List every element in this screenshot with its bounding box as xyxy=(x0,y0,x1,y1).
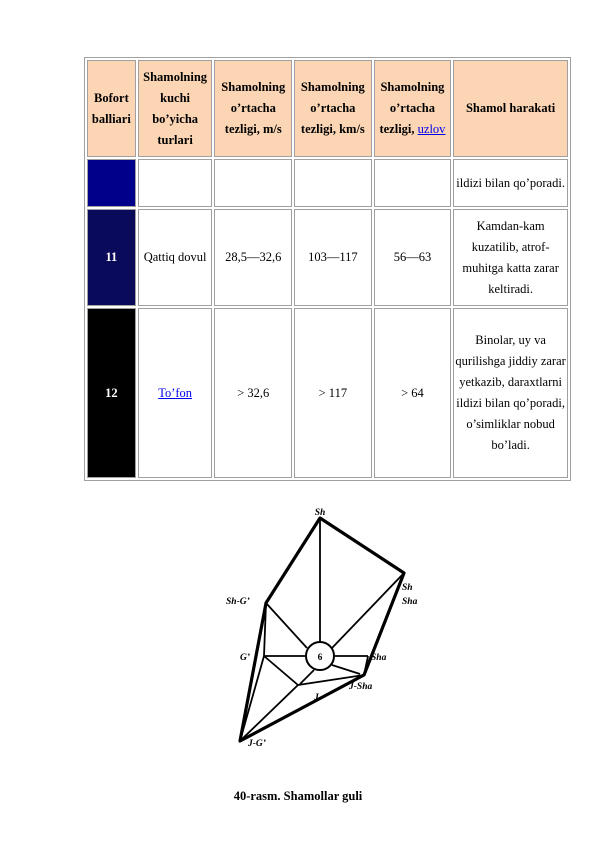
wind-rose-figure xyxy=(208,506,418,756)
label-west: G’ xyxy=(240,653,251,663)
ball-cell: 11 xyxy=(87,209,136,306)
effect-cell: ildizi bilan qo’poradi. xyxy=(453,159,568,207)
table-header-row xyxy=(87,60,568,157)
header-ms: Shamolning o’rtacha tezligi, m/s xyxy=(214,60,292,157)
ms-cell xyxy=(214,159,292,207)
label-north-west: Sh-G’ xyxy=(226,597,250,607)
rose-spokes xyxy=(240,518,404,741)
knots-cell xyxy=(374,159,452,207)
type-cell xyxy=(138,308,213,478)
kmh-cell: 103—117 xyxy=(294,209,372,306)
table-row xyxy=(87,159,568,207)
beaufort-table xyxy=(84,57,571,481)
tofon-link[interactable]: To’fon xyxy=(158,385,193,400)
effect-cell: Binolar, uy va qurilishga jiddiy zarar yetkazib, daraxtlarni ildizi bilan qo’poradi, o’simliklar nobud bo’ladi. xyxy=(453,308,568,478)
label-north-east-1: Sh xyxy=(402,583,413,593)
kmh-cell xyxy=(294,159,372,207)
table-row xyxy=(87,308,568,478)
label-north: Sh xyxy=(314,508,326,518)
label-south-east: J-Sha xyxy=(349,682,373,692)
label-south: J xyxy=(314,693,319,703)
header-knots xyxy=(374,60,452,157)
label-east: Sha xyxy=(371,653,387,663)
header-effect: Shamol harakati xyxy=(453,60,568,157)
type-cell xyxy=(138,159,213,207)
knots-cell: 56—63 xyxy=(374,209,452,306)
rose-center-label: 6 xyxy=(317,653,323,663)
uzlov-link[interactable]: uzlov xyxy=(417,122,446,136)
ball-cell: 12 xyxy=(87,308,136,478)
header-knots-label: Shamolning o’rtacha tezligi, xyxy=(379,80,445,136)
header-ball: Bofort balliari xyxy=(87,60,136,157)
table-row xyxy=(87,209,568,306)
label-south-west: J-G’ xyxy=(248,739,266,749)
header-type: Shamolning kuchi bo’yicha turlari xyxy=(138,60,213,157)
effect-cell: Kamdan-kam kuzatilib, atrof-muhitga katta zarar keltiradi. xyxy=(453,209,568,306)
type-cell: Qattiq dovul xyxy=(138,209,213,306)
header-kmh: Shamolning o’rtacha tezligi, km/s xyxy=(294,60,372,157)
figure-caption: 40-rasm. Shamollar guli xyxy=(233,789,363,803)
label-north-east-2: Sha xyxy=(402,597,418,607)
ms-cell: > 32,6 xyxy=(214,308,292,478)
ms-cell: 28,5—32,6 xyxy=(214,209,292,306)
ball-cell xyxy=(87,159,136,207)
knots-cell: > 64 xyxy=(374,308,452,478)
kmh-cell: > 117 xyxy=(294,308,372,478)
